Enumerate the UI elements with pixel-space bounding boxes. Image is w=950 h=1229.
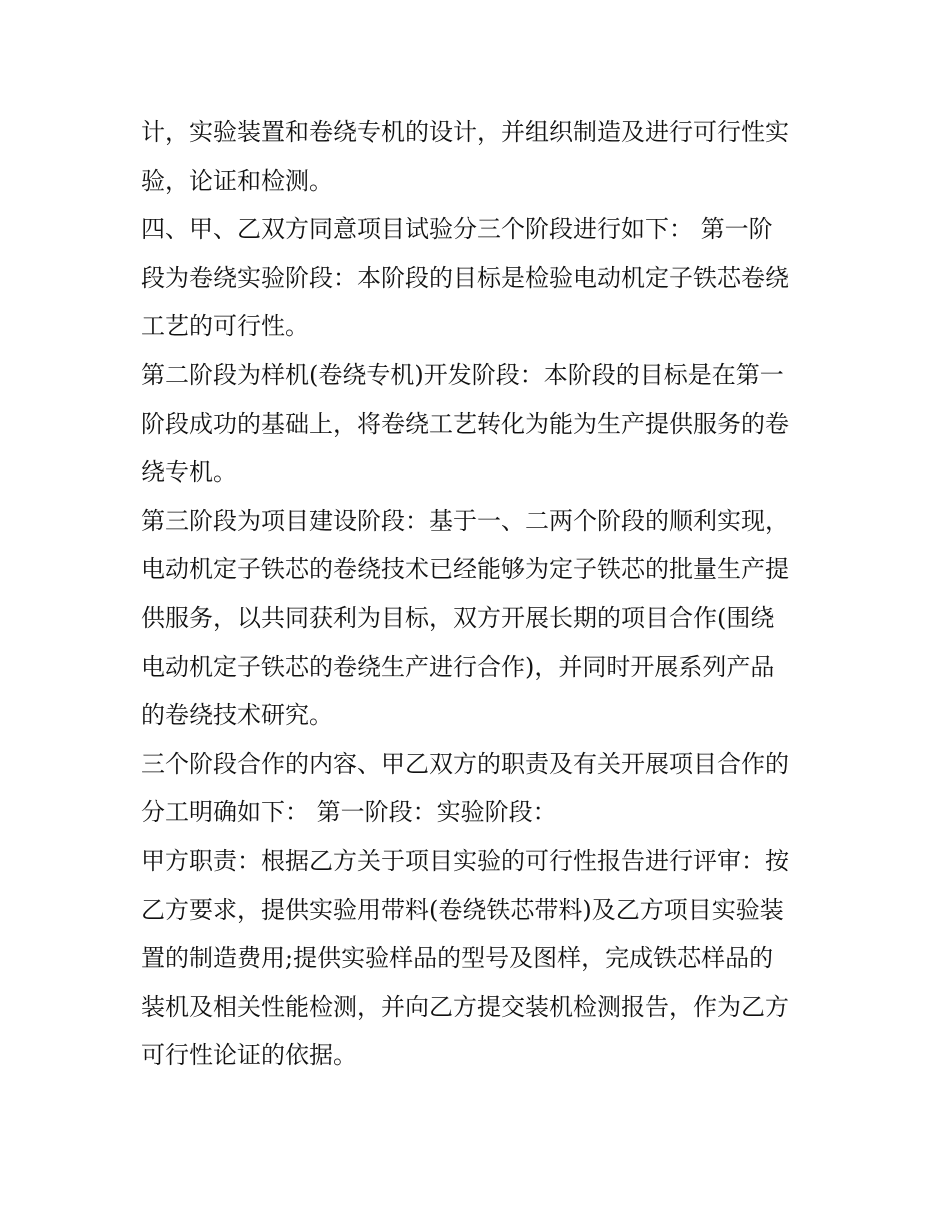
text-line: 计，实验装置和卷绕专机的设计，并组织制造及进行可行性实 bbox=[141, 118, 789, 146]
text-line: 分工明确如下： 第一阶段：实验阶段： bbox=[141, 798, 557, 827]
text-line: 可行性论证的依据。 bbox=[141, 1041, 357, 1070]
text-line: 阶段成功的基础上，将卷绕工艺转化为能为生产提供服务的卷 bbox=[141, 409, 789, 438]
text-line: 供服务，以共同获利为目标，双方开展长期的项目合作(围绕 bbox=[141, 603, 775, 632]
text-line: 装机及相关性能检测，并向乙方提交装机检测报告，作为乙方 bbox=[141, 992, 789, 1021]
text-line: 电动机定子铁芯的卷绕生产进行合作)，并同时开展系列产品 bbox=[141, 652, 775, 681]
text-line: 四、甲、乙双方同意项目试验分三个阶段进行如下： 第一阶 bbox=[141, 215, 773, 244]
text-line: 绕专机。 bbox=[141, 458, 237, 487]
text-line: 第三阶段为项目建设阶段：基于一、二两个阶段的顺利实现， bbox=[141, 506, 789, 535]
text-line: 工艺的可行性。 bbox=[141, 312, 309, 341]
text-line: 电动机定子铁芯的卷绕技术已经能够为定子铁芯的批量生产提 bbox=[141, 555, 789, 584]
text-line: 段为卷绕实验阶段：本阶段的目标是检验电动机定子铁芯卷绕 bbox=[141, 263, 789, 292]
text-line: 第二阶段为样机(卷绕专机)开发阶段：本阶段的目标是在第一 bbox=[141, 360, 784, 389]
text-line: 三个阶段合作的内容、甲乙双方的职责及有关开展项目合作的 bbox=[141, 749, 789, 778]
text-line: 乙方要求，提供实验用带料(卷绕铁芯带料)及乙方项目实验装 bbox=[141, 895, 784, 924]
text-line: 验，论证和检测。 bbox=[141, 166, 333, 195]
text-line: 置的制造费用;提供实验样品的型号及图样，完成铁芯样品的 bbox=[141, 944, 774, 973]
text-line: 甲方职责：根据乙方关于项目实验的可行性报告进行评审：按 bbox=[141, 846, 789, 875]
text-line: 的卷绕技术研究。 bbox=[141, 701, 333, 730]
document-body bbox=[141, 108, 813, 1080]
